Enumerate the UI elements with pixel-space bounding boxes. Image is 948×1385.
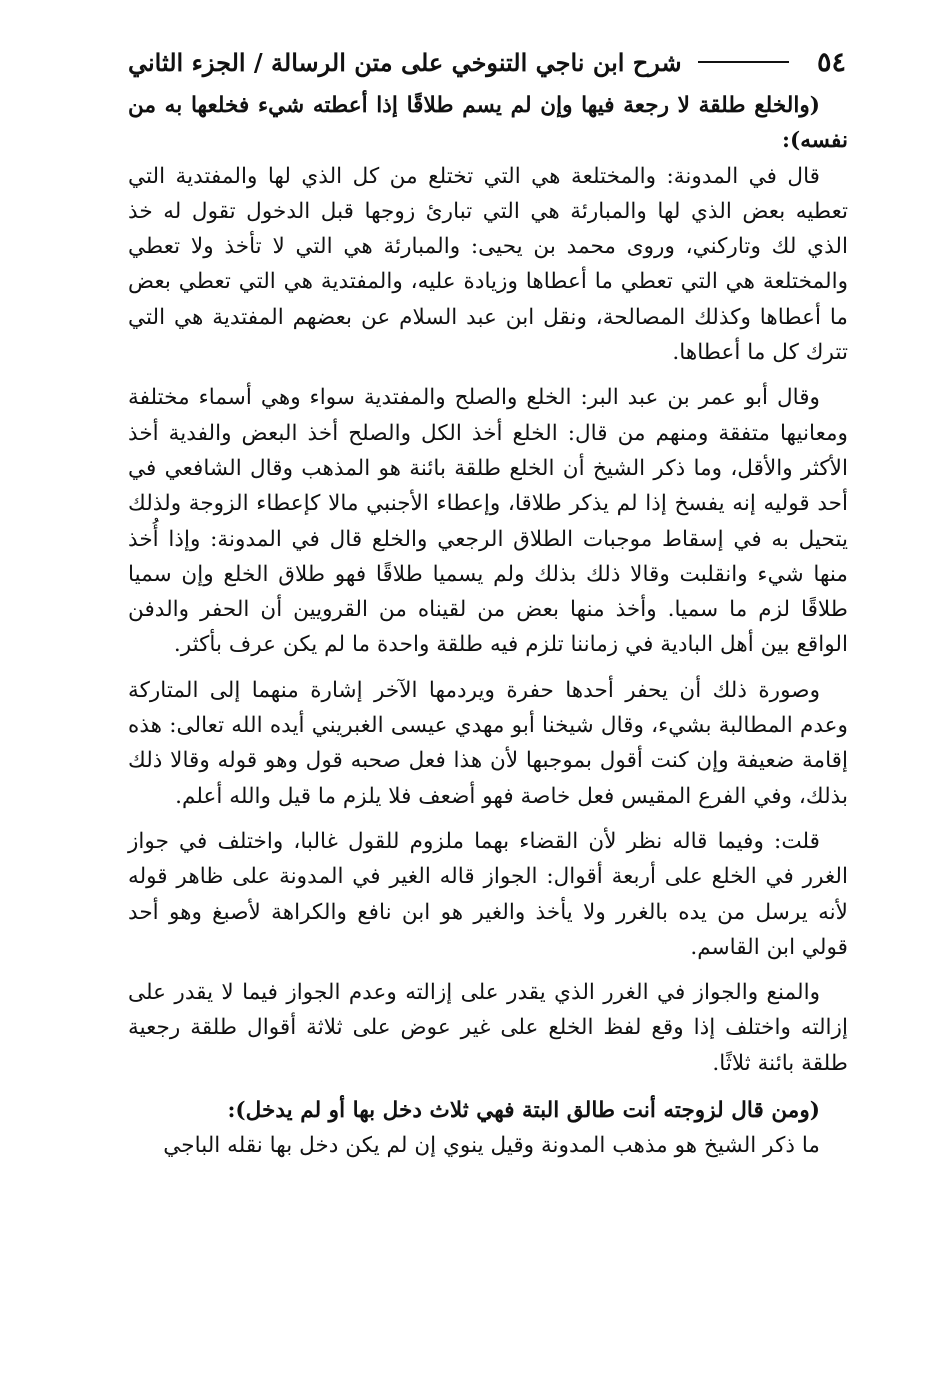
page-header — [128, 40, 848, 84]
running-title: شرح ابن ناجي التنوخي على متن الرسالة / الجزء الثاني — [128, 47, 682, 77]
book-page — [128, 40, 848, 1164]
paragraph-man-wal-jawaz: والمنع والجواز في الغرر الذي يقدر على إزالته وعدم الجواز فيما لا يقدر على إزالته واختلف إذا وقع لفظ الخلع على غير عوض على ثلاثة أقوال طلقة رجعية طلقة بائنة ثلاثًا. — [128, 980, 848, 1076]
page-body — [128, 88, 848, 1164]
matn-quote-khul: (والخلع طلقة لا رجعة فيها وإن لم يسم طلاقًا إذا أعطته شيء فخلعها به من نفسه): — [128, 93, 848, 154]
page-number: ٥٤ — [816, 46, 846, 78]
paragraph-hafr-surah: وصورة ذلك أن يحفر أحدها حفرة ويردمها الآخر إشارة منهما إلى المتاركة وعدم المطالبة بشيء، وقال شيخنا أبو مهدي عيسى الغبريني أيده الله تعالى: هذه إقامة ضعيفة وإن كنت أقول بموجبها لأن هذا فعل صحبه قول وهو قوله وقالا ذلك بذلك، وفي الفرع المقيس فعل خاصة فهو أضعف فلا يلزم ما قيل والله أعلم. — [128, 677, 848, 809]
header-rule — [698, 61, 789, 63]
paragraph-ibn-abd-al-barr: وقال أبو عمر بن عبد البر: الخلع والصلح والمفتدية سواء وهي أسماء مختلفة ومعانيها متفقة ومنهم من قال: الخلع أخذ الكل والصلح أخذ البعض والفدية أخذ الأكثر والأقل، وما ذكر الشيخ أن الخلع طلقة بائنة هو المذهب وقال الشافعي في أحد قوليه إنه يفسخ إذا لم يذكر طلاقا، وإعطاء الأجنبي مالا كإعطاء الزوجة ولذلك يتحيل به في إسقاط موجبات الطلاق الرجعي والخلع قال في المدونة: وإذا أُخذ منها شيء وانقلبت وقالا ذلك بذلك ولم يسميا طلاقًا فهو طلاق الخلع وإن سميا طلاقًا لزم ما سميا. وأخذ منها بعض من لقيناه من القرويين أن الحفر والدفن الواقع بين أهل البادية في زماننا تلزم فيه طلقة واحدة ما لم يكن عرف بأكثر. — [128, 385, 848, 658]
matn-quote-battah: (ومن قال لزوجته أنت طالق البتة فهي ثلاث دخل بها أو لم يدخل): — [227, 1098, 820, 1124]
paragraph-mukhtali-a: قال في المدونة: والمختلعة هي التي تختلع من كل الذي لها والمفتدية التي تعطيه بعض الذي لها والمبارئة هي التي تبارئ زوجها قبل الدخول تقول له خذ الذي لك وتاركني، وروى محمد بن يحيى: والمبارئة هي التي لا تأخذ ولا تعطي والمختلعة هي التي تعطي ما أعطاها وزيادة عليه، والمفتدية هي التي تعطي بعض ما أعطاها وكذلك المصالحة، ونقل ابن عبد السلام عن بعضهم المفتدية هي التي تترك كل ما أعطاها. — [128, 163, 848, 366]
paragraph-madhhab-mudawwanah: ما ذكر الشيخ هو مذهب المدونة وقيل ينوي إن لم يكن دخل بها نقله الباجي — [163, 1133, 820, 1159]
paragraph-qultu: قلت: وفيما قاله نظر لأن القضاء بهما ملزوم للقول غالبا، واختلف في جواز الغرر في الخلع على أربعة أقوال: الجواز قاله الغير في المدونة على ظاهر قوله لأنه يرسل من يده بالغرر ولا يأخذ والغير هو ابن نافع والكراهة لأصبغ وهو أحد قولي ابن القاسم. — [128, 828, 848, 960]
